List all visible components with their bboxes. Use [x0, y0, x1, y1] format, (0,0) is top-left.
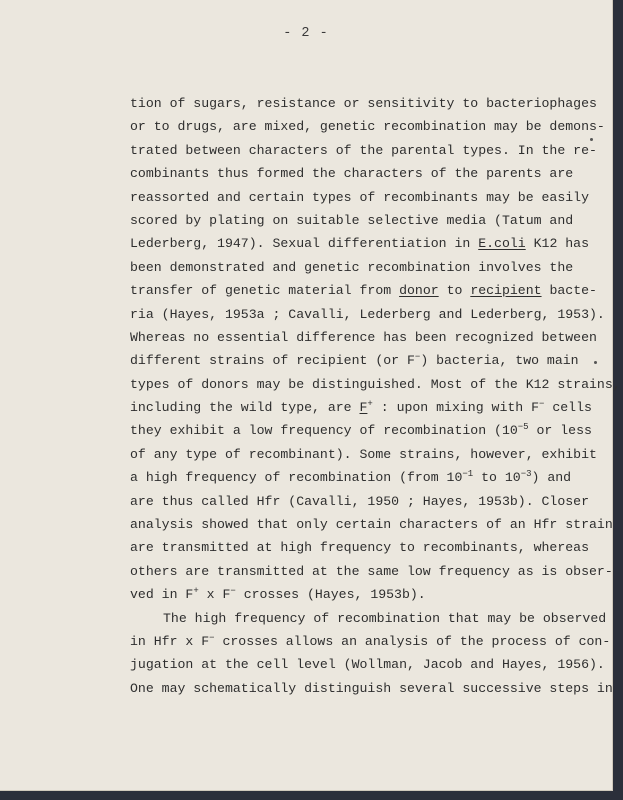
text-segment: analysis showed that only certain characters of an Hfr strain: [130, 517, 613, 533]
text-segment: ria (Hayes, 1953a ; Cavalli, Lederberg and Lederberg, 1953).: [130, 306, 605, 322]
superscript: −5: [517, 422, 529, 433]
text-line: [130, 139, 597, 162]
text-segment: Lederberg, 1947). Sexual differentiation in: [130, 236, 479, 252]
text-segment: bacte-: [541, 283, 597, 299]
superscript: +: [193, 586, 199, 597]
text-line: [130, 115, 605, 138]
text-segment: tion of sugars, resistance or sensitivity to bacteriophages: [130, 96, 597, 111]
text-segment: The high frequency of recombination that may be observed: [163, 610, 607, 626]
text-segment: x F: [198, 587, 231, 603]
margin-mark: [590, 138, 593, 141]
text-line: [130, 326, 597, 349]
text-line: [130, 303, 605, 326]
text-segment: crosses (Hayes, 1953b).: [235, 587, 426, 603]
text-line: [130, 349, 579, 372]
text-segment: : upon mixing with F: [372, 400, 540, 416]
text-segment: scored by plating on suitable selective media (Tatum and: [130, 212, 574, 228]
text-segment: crosses allows an analysis of the process of con-: [214, 633, 611, 649]
text-segment: including the wild type, are: [130, 400, 360, 416]
text-segment: ) and: [531, 470, 572, 486]
text-line: [130, 630, 611, 653]
margin-mark: [594, 361, 597, 364]
text-line: [130, 653, 605, 676]
text-segment: different strains of recipient (or F: [130, 353, 415, 369]
text-segment: combinants thus formed the characters of the parents are: [130, 166, 574, 182]
text-segment: in Hfr x F: [130, 633, 210, 649]
text-line: [130, 419, 592, 442]
text-line: [130, 186, 589, 209]
underlined-term: E.coli: [478, 236, 526, 252]
text-segment: Whereas no essential difference has been recognized between: [130, 329, 597, 345]
text-line: [130, 373, 621, 396]
text-line: [130, 443, 597, 466]
text-segment: jugation at the cell level (Wollman, Jacob and Hayes, 1956).: [130, 657, 605, 673]
text-line: [130, 162, 574, 185]
text-line: [130, 607, 607, 630]
text-segment: been demonstrated and genetic recombination involves the: [130, 259, 574, 275]
superscript: −: [414, 352, 421, 363]
text-line: [130, 209, 574, 232]
text-segment: to: [438, 283, 471, 299]
text-segment: or less: [528, 423, 592, 439]
text-line: [130, 560, 613, 583]
superscript: −: [539, 399, 545, 410]
text-segment: are transmitted at high frequency to recombinants, whereas: [130, 540, 589, 556]
text-line: [130, 256, 574, 279]
text-segment: or to drugs, are mixed, genetic recombination may be demons-: [130, 119, 605, 135]
superscript: −: [230, 586, 236, 597]
text-segment: ) bacteria, two main: [420, 353, 579, 369]
text-line: [130, 232, 590, 255]
underlined-term: F: [359, 400, 368, 416]
superscript: +: [367, 399, 373, 410]
text-line: [130, 466, 570, 489]
page-number: - 2 -: [283, 26, 329, 41]
text-line: [130, 490, 589, 513]
text-line: [130, 279, 597, 302]
text-segment: reassorted and certain types of recombinants may be easily: [130, 189, 589, 205]
text-segment: transfer of genetic material from: [130, 283, 400, 299]
text-line: [130, 536, 589, 559]
text-segment: One may schematically distinguish several successive steps in: [130, 680, 613, 696]
text-segment: K12 has: [525, 236, 590, 252]
underlined-term: recipient: [470, 283, 542, 299]
text-line: [130, 677, 613, 700]
superscript: −1: [462, 469, 474, 480]
text-segment: to 10: [473, 470, 521, 486]
superscript: −: [209, 632, 215, 643]
body-text: [130, 92, 621, 700]
text-segment: a high frequency of recombination (from 10: [130, 470, 463, 486]
underlined-term: donor: [399, 283, 439, 299]
text-segment: are thus called Hfr (Cavalli, 1950 ; Hayes, 1953b). Closer: [130, 493, 589, 509]
text-segment: others are transmitted at the same low frequency as is obser-: [130, 563, 613, 579]
text-segment: of any type of recombinant). Some strains, however, exhibit: [130, 446, 597, 462]
text-segment: ved in F: [130, 587, 194, 603]
text-segment: cells: [544, 400, 592, 416]
text-line: [130, 396, 592, 419]
text-line: [130, 513, 613, 536]
superscript: −3: [520, 469, 532, 480]
text-line: [130, 583, 570, 606]
text-segment: types of donors may be distinguished. Most of the K12 strains,: [130, 376, 621, 392]
text-line: [130, 92, 597, 115]
text-segment: trated between characters of the parental types. In the re-: [130, 142, 597, 158]
text-segment: they exhibit a low frequency of recombination (10: [130, 423, 518, 439]
